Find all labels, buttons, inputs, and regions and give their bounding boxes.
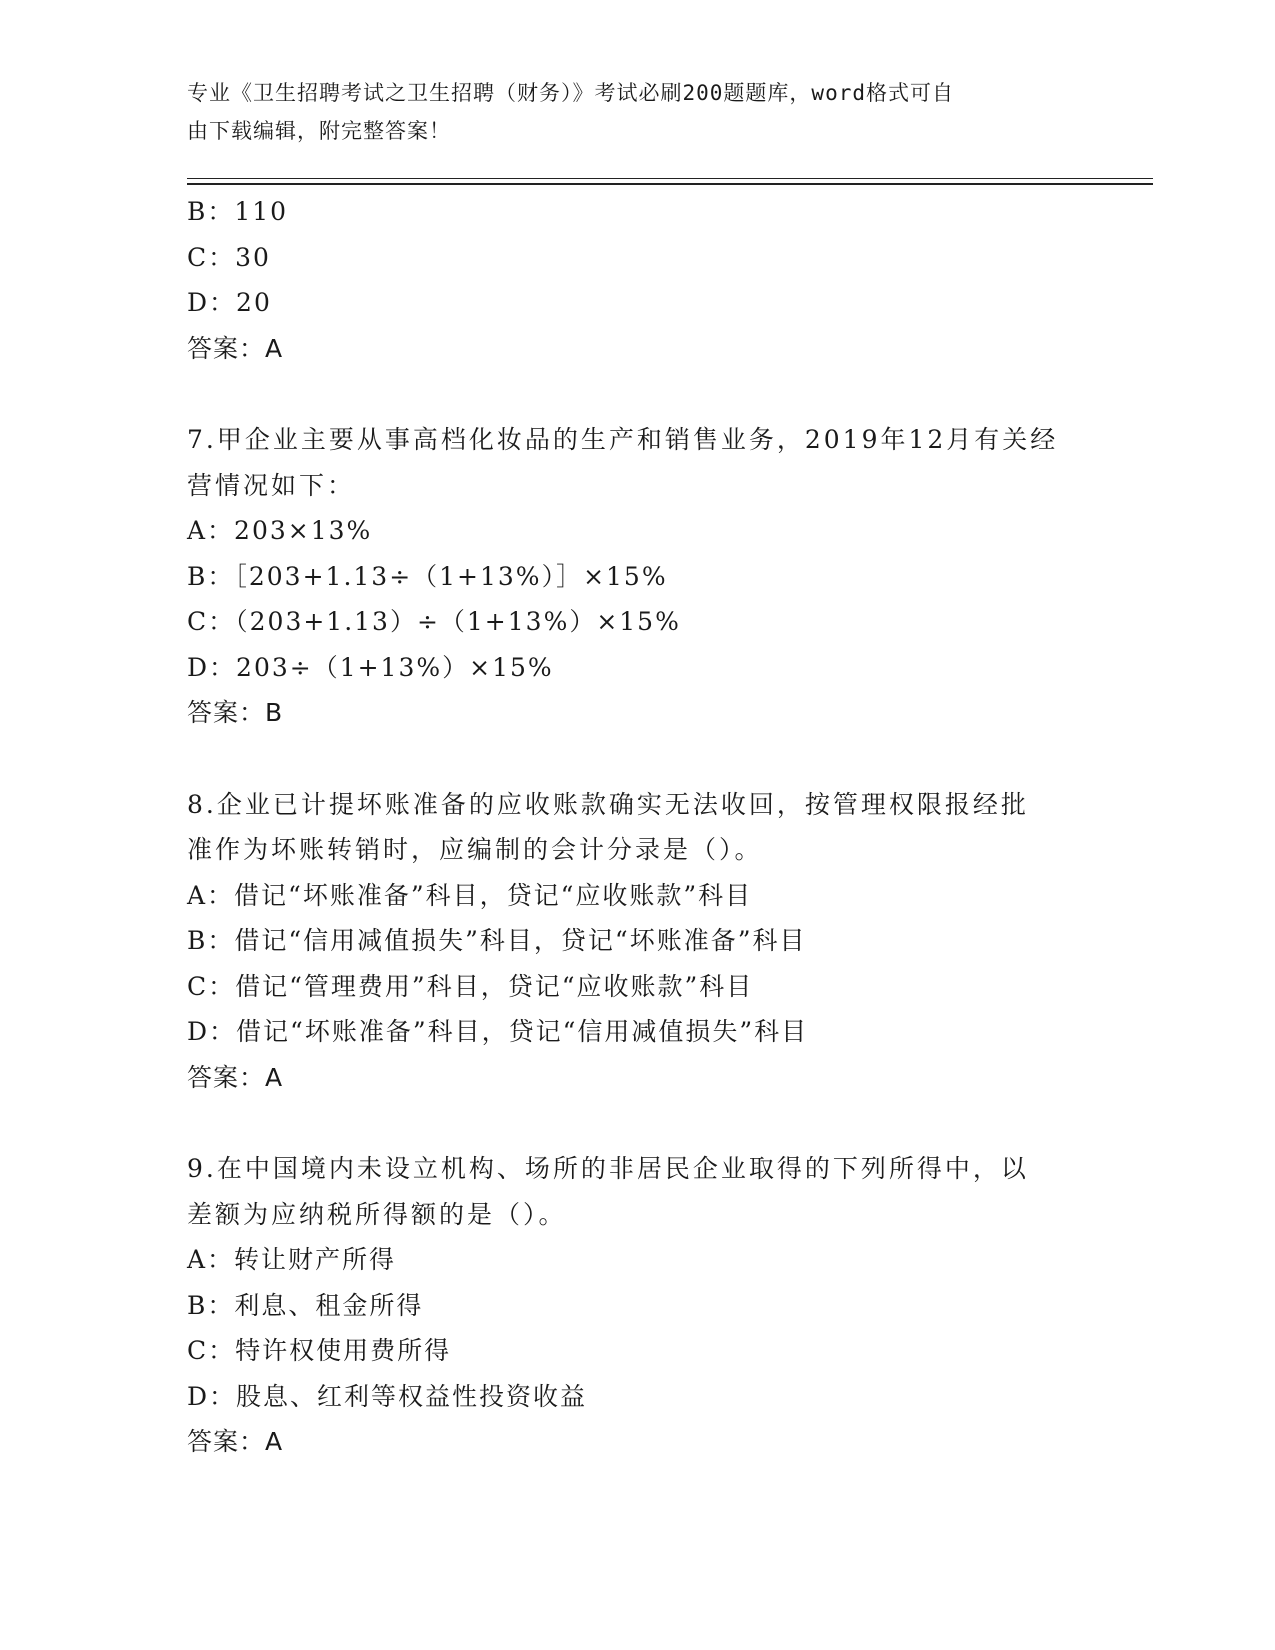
- question-stem-line-2: 差额为应纳税所得额的是（）。: [187, 1199, 567, 1229]
- option-c: C：30: [187, 242, 271, 272]
- option-b: B：110: [187, 197, 289, 226]
- question-block-7: [187, 417, 1087, 736]
- question-block-8: [187, 782, 1087, 1101]
- header-divider-thin: [187, 178, 1153, 179]
- option-a: A：转让财产所得: [187, 1245, 397, 1274]
- option-a: A：借记“坏账准备”科目，贷记“应收账款”科目: [187, 880, 753, 910]
- answer-label: 答案：A: [187, 1062, 284, 1092]
- answer-label: 答案：A: [187, 333, 284, 363]
- option-d: D：20: [187, 288, 272, 317]
- option-b: B：利息、租金所得: [187, 1290, 424, 1320]
- option-c: C：特许权使用费所得: [187, 1336, 452, 1365]
- question-stem-line-1: 8.企业已计提坏账准备的应收账款确实无法收回，按管理权限报经批: [187, 789, 1029, 819]
- question-stem-line-1: 7.甲企业主要从事高档化妆品的生产和销售业务，2019年12月有关经: [187, 425, 1059, 454]
- spacer: [187, 736, 1087, 782]
- question-stem-line-2: 准作为坏账转销时，应编制的会计分录是（）。: [187, 835, 763, 864]
- spacer: [187, 371, 1087, 417]
- option-d: D：股息、红利等权益性投资收益: [187, 1381, 588, 1411]
- option-c: C：（203+1.13）÷（1+13%）×15%: [187, 607, 681, 636]
- option-c: C：借记“管理费用”科目，贷记“应收账款”科目: [187, 971, 754, 1001]
- option-a: A：203×13%: [187, 516, 373, 545]
- question-stem-line-1: 9.在中国境内未设立机构、场所的非居民企业取得的下列所得中，以: [187, 1154, 1029, 1183]
- question-content: [187, 189, 1087, 1465]
- option-d: D：借记“坏账准备”科目，贷记“信用减值损失”科目: [187, 1017, 809, 1046]
- header-divider-thick: [187, 183, 1153, 185]
- question-block-prev: [187, 189, 1087, 371]
- header-line-2: 由下载编辑，附完整答案！: [187, 119, 451, 143]
- option-b: B：［203+1.13÷（1+13%）］×15%: [187, 561, 668, 591]
- option-b: B：借记“信用减值损失”科目，贷记“坏账准备”科目: [187, 926, 807, 955]
- header-line-1: 专业《卫生招聘考试之卫生招聘（财务）》考试必刷200题题库，word格式可自: [187, 81, 954, 105]
- question-block-9: [187, 1146, 1087, 1465]
- spacer: [187, 1100, 1087, 1146]
- option-d: D：203÷（1+13%）×15%: [187, 652, 554, 682]
- answer-label: 答案：B: [187, 698, 284, 727]
- question-stem-line-2: 营情况如下：: [187, 470, 356, 500]
- answer-label: 答案：A: [187, 1427, 284, 1456]
- page-header: [187, 74, 1067, 150]
